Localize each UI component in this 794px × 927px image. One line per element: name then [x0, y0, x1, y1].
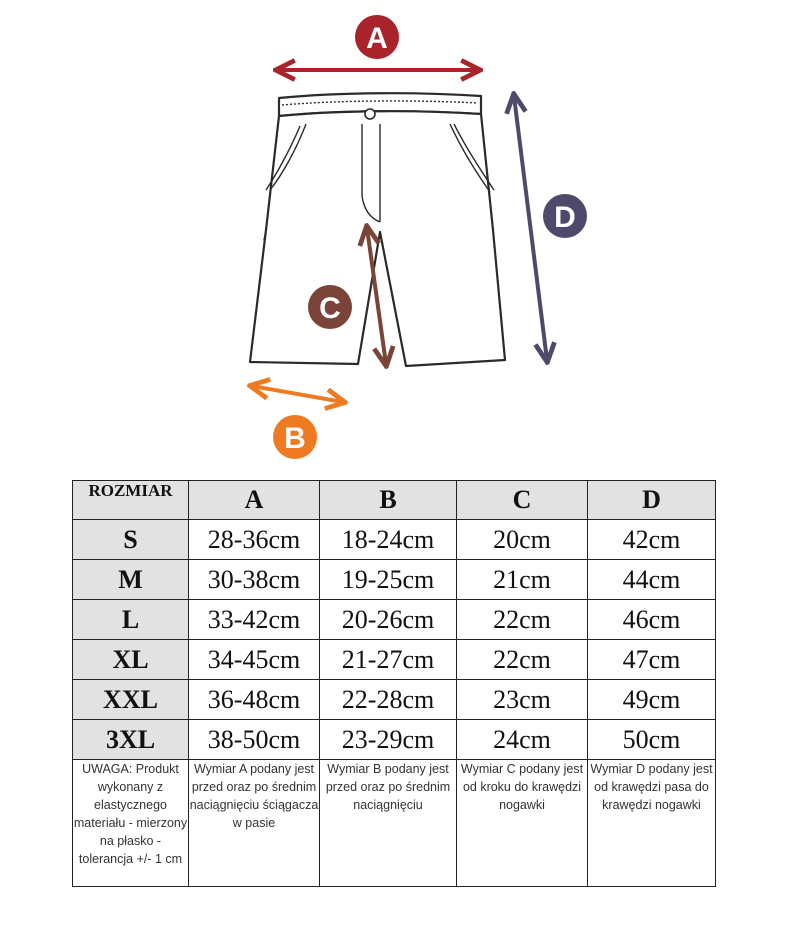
cell-b: 21-27cm [320, 640, 457, 680]
notes-row [73, 760, 716, 887]
table-row [73, 520, 716, 560]
cell-d: 50cm [588, 720, 716, 760]
cell-c: 21cm [457, 560, 588, 600]
header-a: A [189, 481, 320, 520]
cell-d: 44cm [588, 560, 716, 600]
cell-b: 19-25cm [320, 560, 457, 600]
cell-a: 30-38cm [189, 560, 320, 600]
size-label: XL [73, 640, 189, 680]
cell-d: 42cm [588, 520, 716, 560]
size-label: L [73, 600, 189, 640]
cell-a: 34-45cm [189, 640, 320, 680]
table-row [73, 720, 716, 760]
size-label: 3XL [73, 720, 189, 760]
badge-a-letter: A [366, 22, 388, 55]
note-a: Wymiar A podany jest przed oraz po średnim naciągnięciu ściągacza w pasie [189, 760, 320, 887]
table-row [73, 680, 716, 720]
table-row [73, 600, 716, 640]
cell-d: 49cm [588, 680, 716, 720]
note-general: UWAGA: Produkt wykonany z elastycznego materiału - mierzony na płasko - tolerancja +/- 1 cm [73, 760, 189, 887]
header-rozmiar: ROZMIAR [73, 481, 189, 520]
header-d: D [588, 481, 716, 520]
cell-a: 36-48cm [189, 680, 320, 720]
header-b: B [320, 481, 457, 520]
arrow-d [514, 96, 547, 360]
cell-c: 22cm [457, 640, 588, 680]
badge-b-letter: B [284, 422, 306, 455]
cell-c: 20cm [457, 520, 588, 560]
button-icon [365, 109, 375, 119]
cell-b: 23-29cm [320, 720, 457, 760]
cell-b: 18-24cm [320, 520, 457, 560]
cell-c: 23cm [457, 680, 588, 720]
badge-c-letter: C [319, 292, 341, 325]
table-row [73, 640, 716, 680]
cell-a: 33-42cm [189, 600, 320, 640]
cell-c: 22cm [457, 600, 588, 640]
note-b: Wymiar B podany jest przed oraz po średnim naciągnięciu [320, 760, 457, 887]
note-c: Wymiar C podany jest od kroku do krawędzi nogawki [457, 760, 588, 887]
table-header-row [73, 481, 716, 520]
note-d: Wymiar D podany jest od krawędzi pasa do krawędzi nogawki [588, 760, 716, 887]
size-label: S [73, 520, 189, 560]
size-label: XXL [73, 680, 189, 720]
cell-d: 47cm [588, 640, 716, 680]
size-chart-table [72, 480, 716, 887]
cell-b: 22-28cm [320, 680, 457, 720]
cell-b: 20-26cm [320, 600, 457, 640]
cell-a: 28-36cm [189, 520, 320, 560]
badge-d-letter: D [554, 201, 576, 234]
size-label: M [73, 560, 189, 600]
cell-c: 24cm [457, 720, 588, 760]
header-c: C [457, 481, 588, 520]
cell-a: 38-50cm [189, 720, 320, 760]
table-row [73, 560, 716, 600]
cell-d: 46cm [588, 600, 716, 640]
arrow-b [252, 386, 343, 402]
shorts-outline [250, 93, 505, 366]
